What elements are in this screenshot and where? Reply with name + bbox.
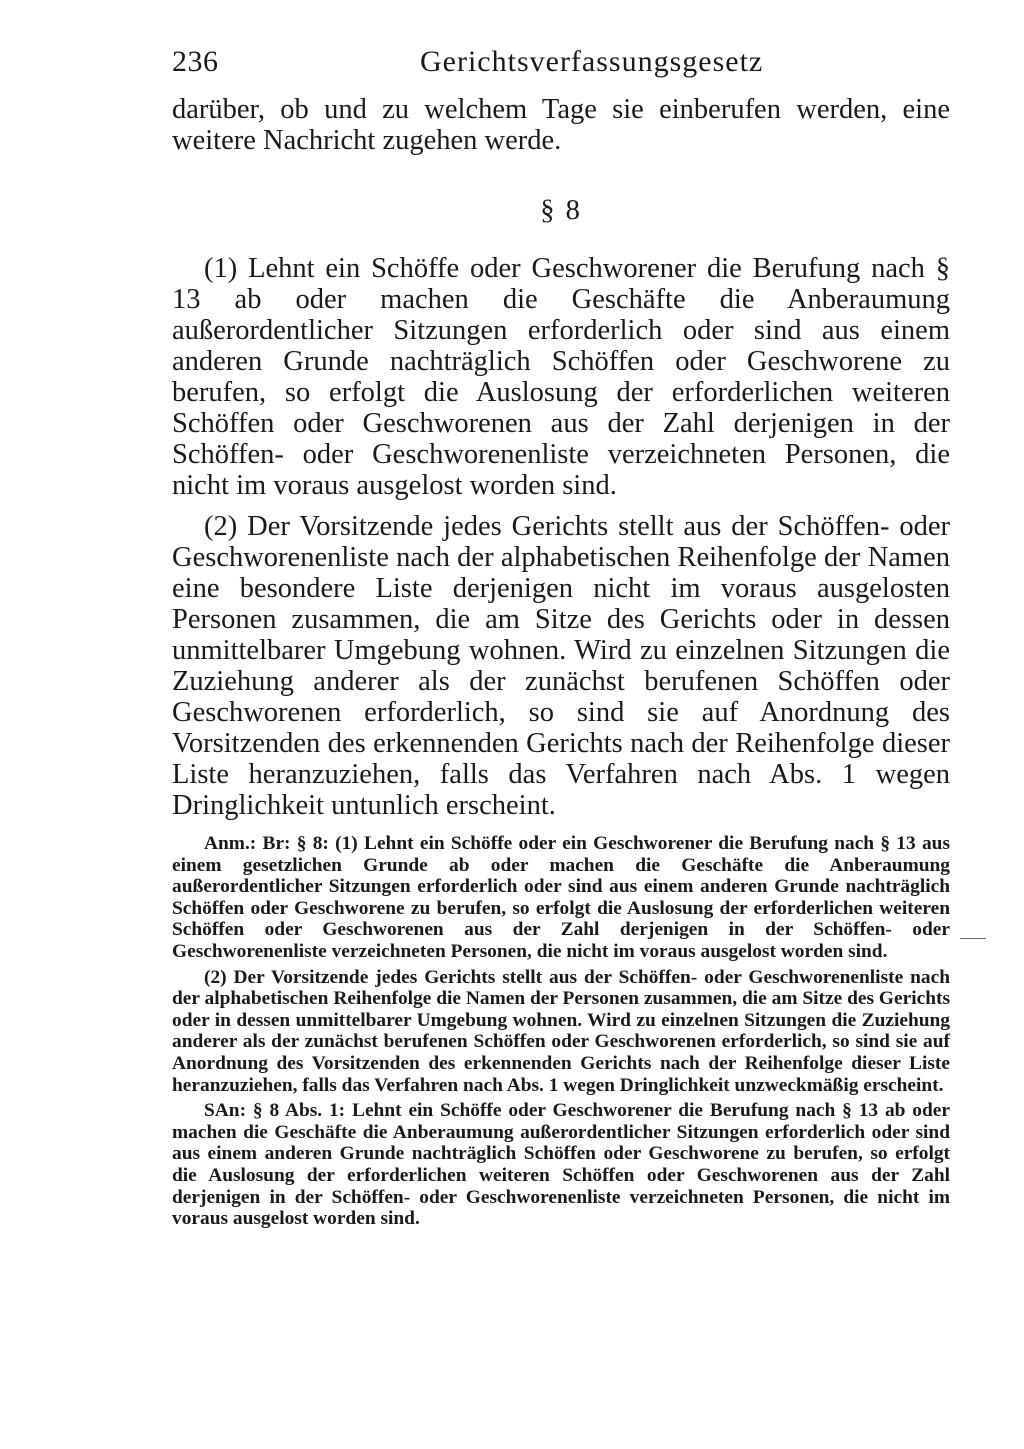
- annotations: [172, 833, 950, 1230]
- intro-paragraph: darüber, ob und zu welchem Tage sie einberufen werden, eine weitere Nachricht zugehen werde.: [172, 94, 950, 156]
- page-number: 236: [172, 45, 219, 78]
- page-content: [172, 38, 950, 1234]
- running-title: Gerichtsverfassungsgesetz: [420, 45, 764, 78]
- annotation-br-2: (2) Der Vorsitzende jedes Gerichts stellt aus der Schöffen- oder Geschworenenliste nach der alphabetischen Reihenfolge die Namen der Personen zusammen, die am Sitze des Gerichts oder in dessen unmittelbarer Umgebung wohnen. Wird zu einzelnen Sitzungen die Zuziehung anderer als der zunächst berufenen Schöffen oder Geschworenen erforderlich, so sind sie auf Anordnung des Vorsitzenden des erkennenden Gerichts nach der Reihenfolge dieser Liste heranzuziehen, falls das Verfahren nach Abs. 1 wegen Dringlichkeit unzweckmäßig erscheint.: [172, 966, 950, 1096]
- annotation-san: SAn: § 8 Abs. 1: Lehnt ein Schöffe oder Geschworener die Berufung nach § 13 ab oder machen die Geschäfte die Anberaumung außerordentlicher Sitzungen erforderlich oder sind aus einem anderen Grunde nachträglich Schöffen oder Geschworene zu berufen, so erfolgt die Auslosung der erforderlichen weiteren Schöffen oder Geschworenen aus der Zahl derjenigen in der Schöffen- oder Geschworenenliste verzeichneten Personen, die nicht im voraus ausgelost worden sind.: [172, 1100, 950, 1230]
- section-paragraph-1: (1) Lehnt ein Schöffe oder Geschworener die Berufung nach § 13 ab oder machen die Geschäfte die Anberaumung außerordentlicher Sitzungen erforderlich oder sind aus einem anderen Grunde nachträglich Schöffen oder Geschworene zu berufen, so erfolgt die Auslosung der erforderlichen weiteren Schöffen oder Geschworenen aus der Zahl derjenigen in der Schöffen- oder Geschworenenliste verzeichneten Personen, die nicht im voraus ausgelost worden sind.: [172, 253, 950, 501]
- main-text: [172, 94, 950, 821]
- annotation-br-1: Anm.: Br: § 8: (1) Lehnt ein Schöffe oder ein Geschworener die Berufung nach § 13 aus einem gesetzlichen Grunde ab oder machen die Geschäfte die Anberaumung außerordentlicher Sitzungen erforderlich oder sind aus einem anderen Grunde nachträglich Schöffen oder Geschworene zu berufen, so erfolgt die Auslosung der erforderlichen weiteren Schöffen oder Geschworenen aus der Zahl derjenigen in der Schöffen- oder Geschworenenliste verzeichneten Personen, die nicht im voraus ausgelost worden sind.: [172, 833, 950, 962]
- page-header: [172, 38, 950, 86]
- margin-mark: [960, 938, 986, 939]
- section-heading: § 8: [540, 195, 582, 226]
- section-paragraph-2: (2) Der Vorsitzende jedes Gerichts stellt aus der Schöffen- oder Geschworenenliste nach der alphabetischen Reihenfolge der Namen eine besondere Liste derjenigen nicht im voraus ausgelosten Personen zusammen, die am Sitze des Gerichts oder in dessen unmittelbarer Umgebung wohnen. Wird zu einzelnen Sitzungen die Zuziehung anderer als der zunächst berufenen Schöffen oder Geschworenen erforderlich, so sind sie auf Anordnung des Vorsitzenden des erkennenden Gerichts nach der Reihenfolge dieser Liste heranzuziehen, falls das Verfahren nach Abs. 1 wegen Dringlichkeit untunlich erscheint.: [172, 511, 950, 821]
